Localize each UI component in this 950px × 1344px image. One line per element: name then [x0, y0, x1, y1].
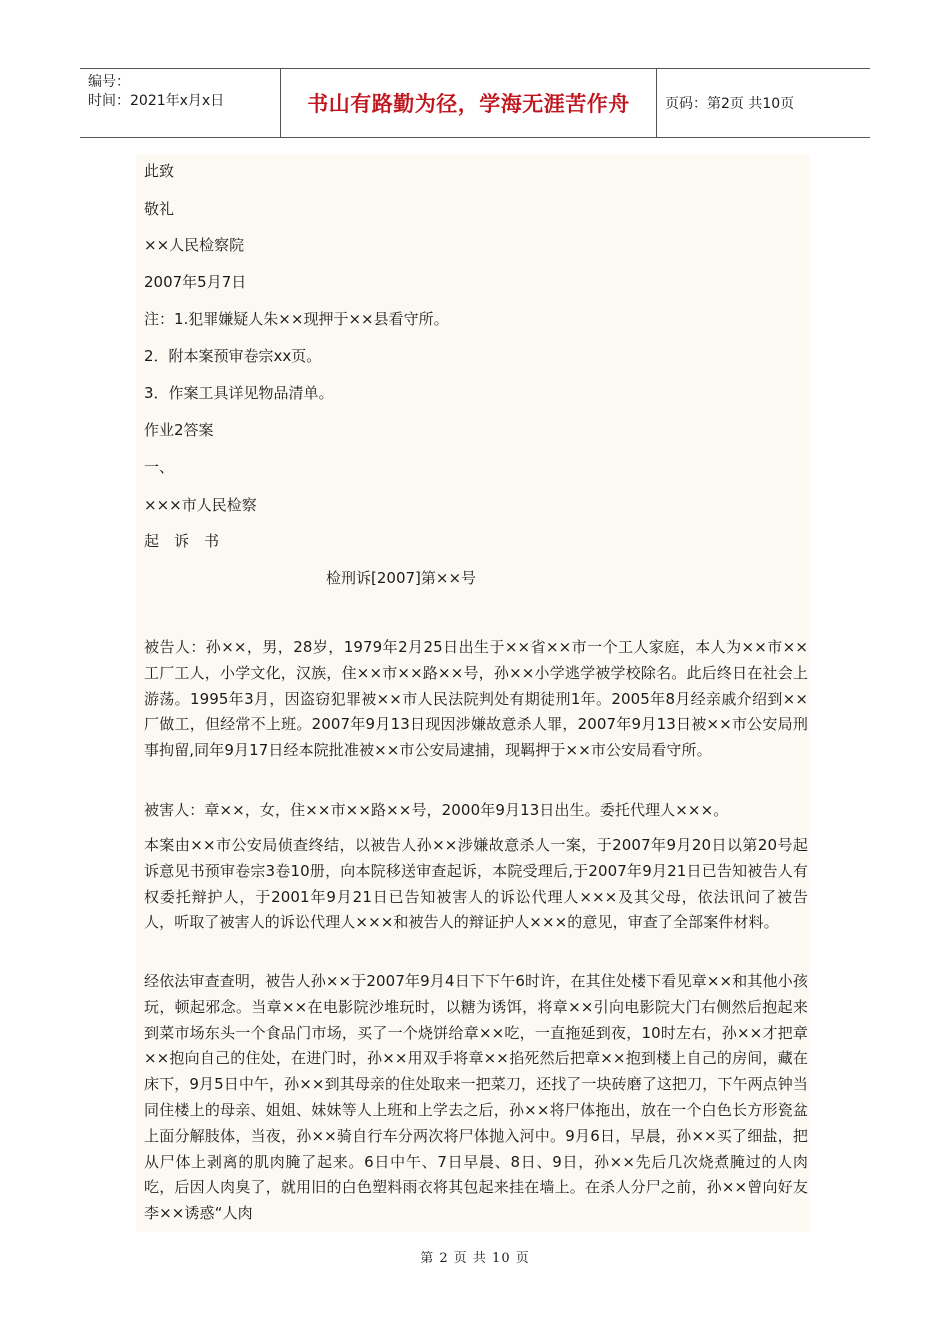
header-page-info: 页码：第2页 共10页	[665, 96, 795, 112]
note-line-2: 2．附本案预审卷宗xx页。	[144, 347, 322, 365]
page-footer: 第 2 页 共 10 页	[420, 1251, 530, 1266]
procuratorate-name: ×××市人民检察	[144, 496, 257, 514]
sender-line: ××人民检察院	[144, 236, 245, 254]
section-number: 一、	[144, 458, 175, 476]
salutation-line: 敬礼	[144, 200, 175, 218]
note-line-3: 3．作案工具详见物品清单。	[144, 384, 334, 402]
date-line: 2007年5月7日	[144, 273, 247, 291]
victim-paragraph: 被害人：章××，女，住××市××路××号，2000年9月13日出生。委托代理人×××。	[144, 801, 729, 819]
section-heading: 作业2答案	[144, 421, 214, 439]
header-meta	[80, 69, 281, 137]
note-line-1: 注：1.犯罪嫌疑人朱××现押于××县看守所。	[144, 310, 449, 328]
case-paragraph: 本案由××市公安局侦查终结，以被告人孙××涉嫌故意杀人一案，于2007年9月20日以第20号起诉意见书预审卷宗3卷10册，向本院移送审查起诉，本院受理后,于2007年9月21日已告知被告人有权委托辩护人，于2001年9月21日已告知被害人的诉讼代理人×××及其父母，依法讯问了被告人，听取了被害人的诉讼代理人×××和被告人的辩证护人×××的意见，审查了全部案件材料。	[144, 836, 808, 932]
page-header	[80, 68, 870, 138]
closing-line: 此致	[144, 162, 175, 180]
document-time-label: 时间：2021年x月x日	[88, 93, 225, 109]
header-motto: 书山有路勤为径，学海无涯苦作舟	[281, 69, 657, 137]
defendant-paragraph: 被告人：孙××，男，28岁，1979年2月25日出生于××省××市一个工人家庭，本人为××市××工厂工人，小学文化，汉族，住××市××路××号，孙××小学逃学被学校除名。此后终日在社会上游荡。1995年3月，因盗窃犯罪被××市人民法院判处有期徒刑1年。2005年8月经亲戚介绍到××厂做工，但经常不上班。2007年9月13日现因涉嫌故意杀人罪，2007年9月13日被××市公安局刑事拘留,同年9月17日经本院批准被××市公安局逮捕，现羁押于××市公安局看守所。	[144, 638, 808, 760]
document-title: 起 诉 书	[144, 532, 220, 550]
document-number-label: 编号：	[88, 74, 130, 90]
facts-paragraph: 经依法审查查明，被告人孙××于2007年9月4日下下午6时许，在其住处楼下看见章××和其他小孩玩，顿起邪念。当章××在电影院沙堆玩时，以糖为诱饵，将章××引向电影院大门右侧然后抱起来到菜市场东头一个食品门市场，买了一个烧饼给章××吃，一直拖延到夜，10时左右，孙××才把章××抱向自己的住处，在进门时，孙××用双手将章××掐死然后把章××抱到楼上自己的房间，藏在床下，9月5日中午，孙××到其母亲的住处取来一把菜刀，还找了一块砖磨了这把刀，下午两点钟当同住楼上的母亲、姐姐、妹妹等人上班和上学去之后，孙××将尸体拖出，放在一个白色长方形瓷盆上面分解肢体，当夜，孙××骑自行车分两次将尸体抛入河中。9月6日，早晨，孙××买了细盐，把从尸体上剥离的肌肉腌了起来。6日中午、7日早晨、8日、9日，孙××先后几次烧煮腌过的人肉吃，后因人肉臭了，就用旧的白色塑料雨衣将其包起来挂在墙上。在杀人分尸之前，孙××曾向好友李××诱惑“人肉	[144, 972, 808, 1223]
case-number: 检刑诉[2007]第××号	[326, 569, 477, 587]
document-body	[136, 154, 810, 1232]
